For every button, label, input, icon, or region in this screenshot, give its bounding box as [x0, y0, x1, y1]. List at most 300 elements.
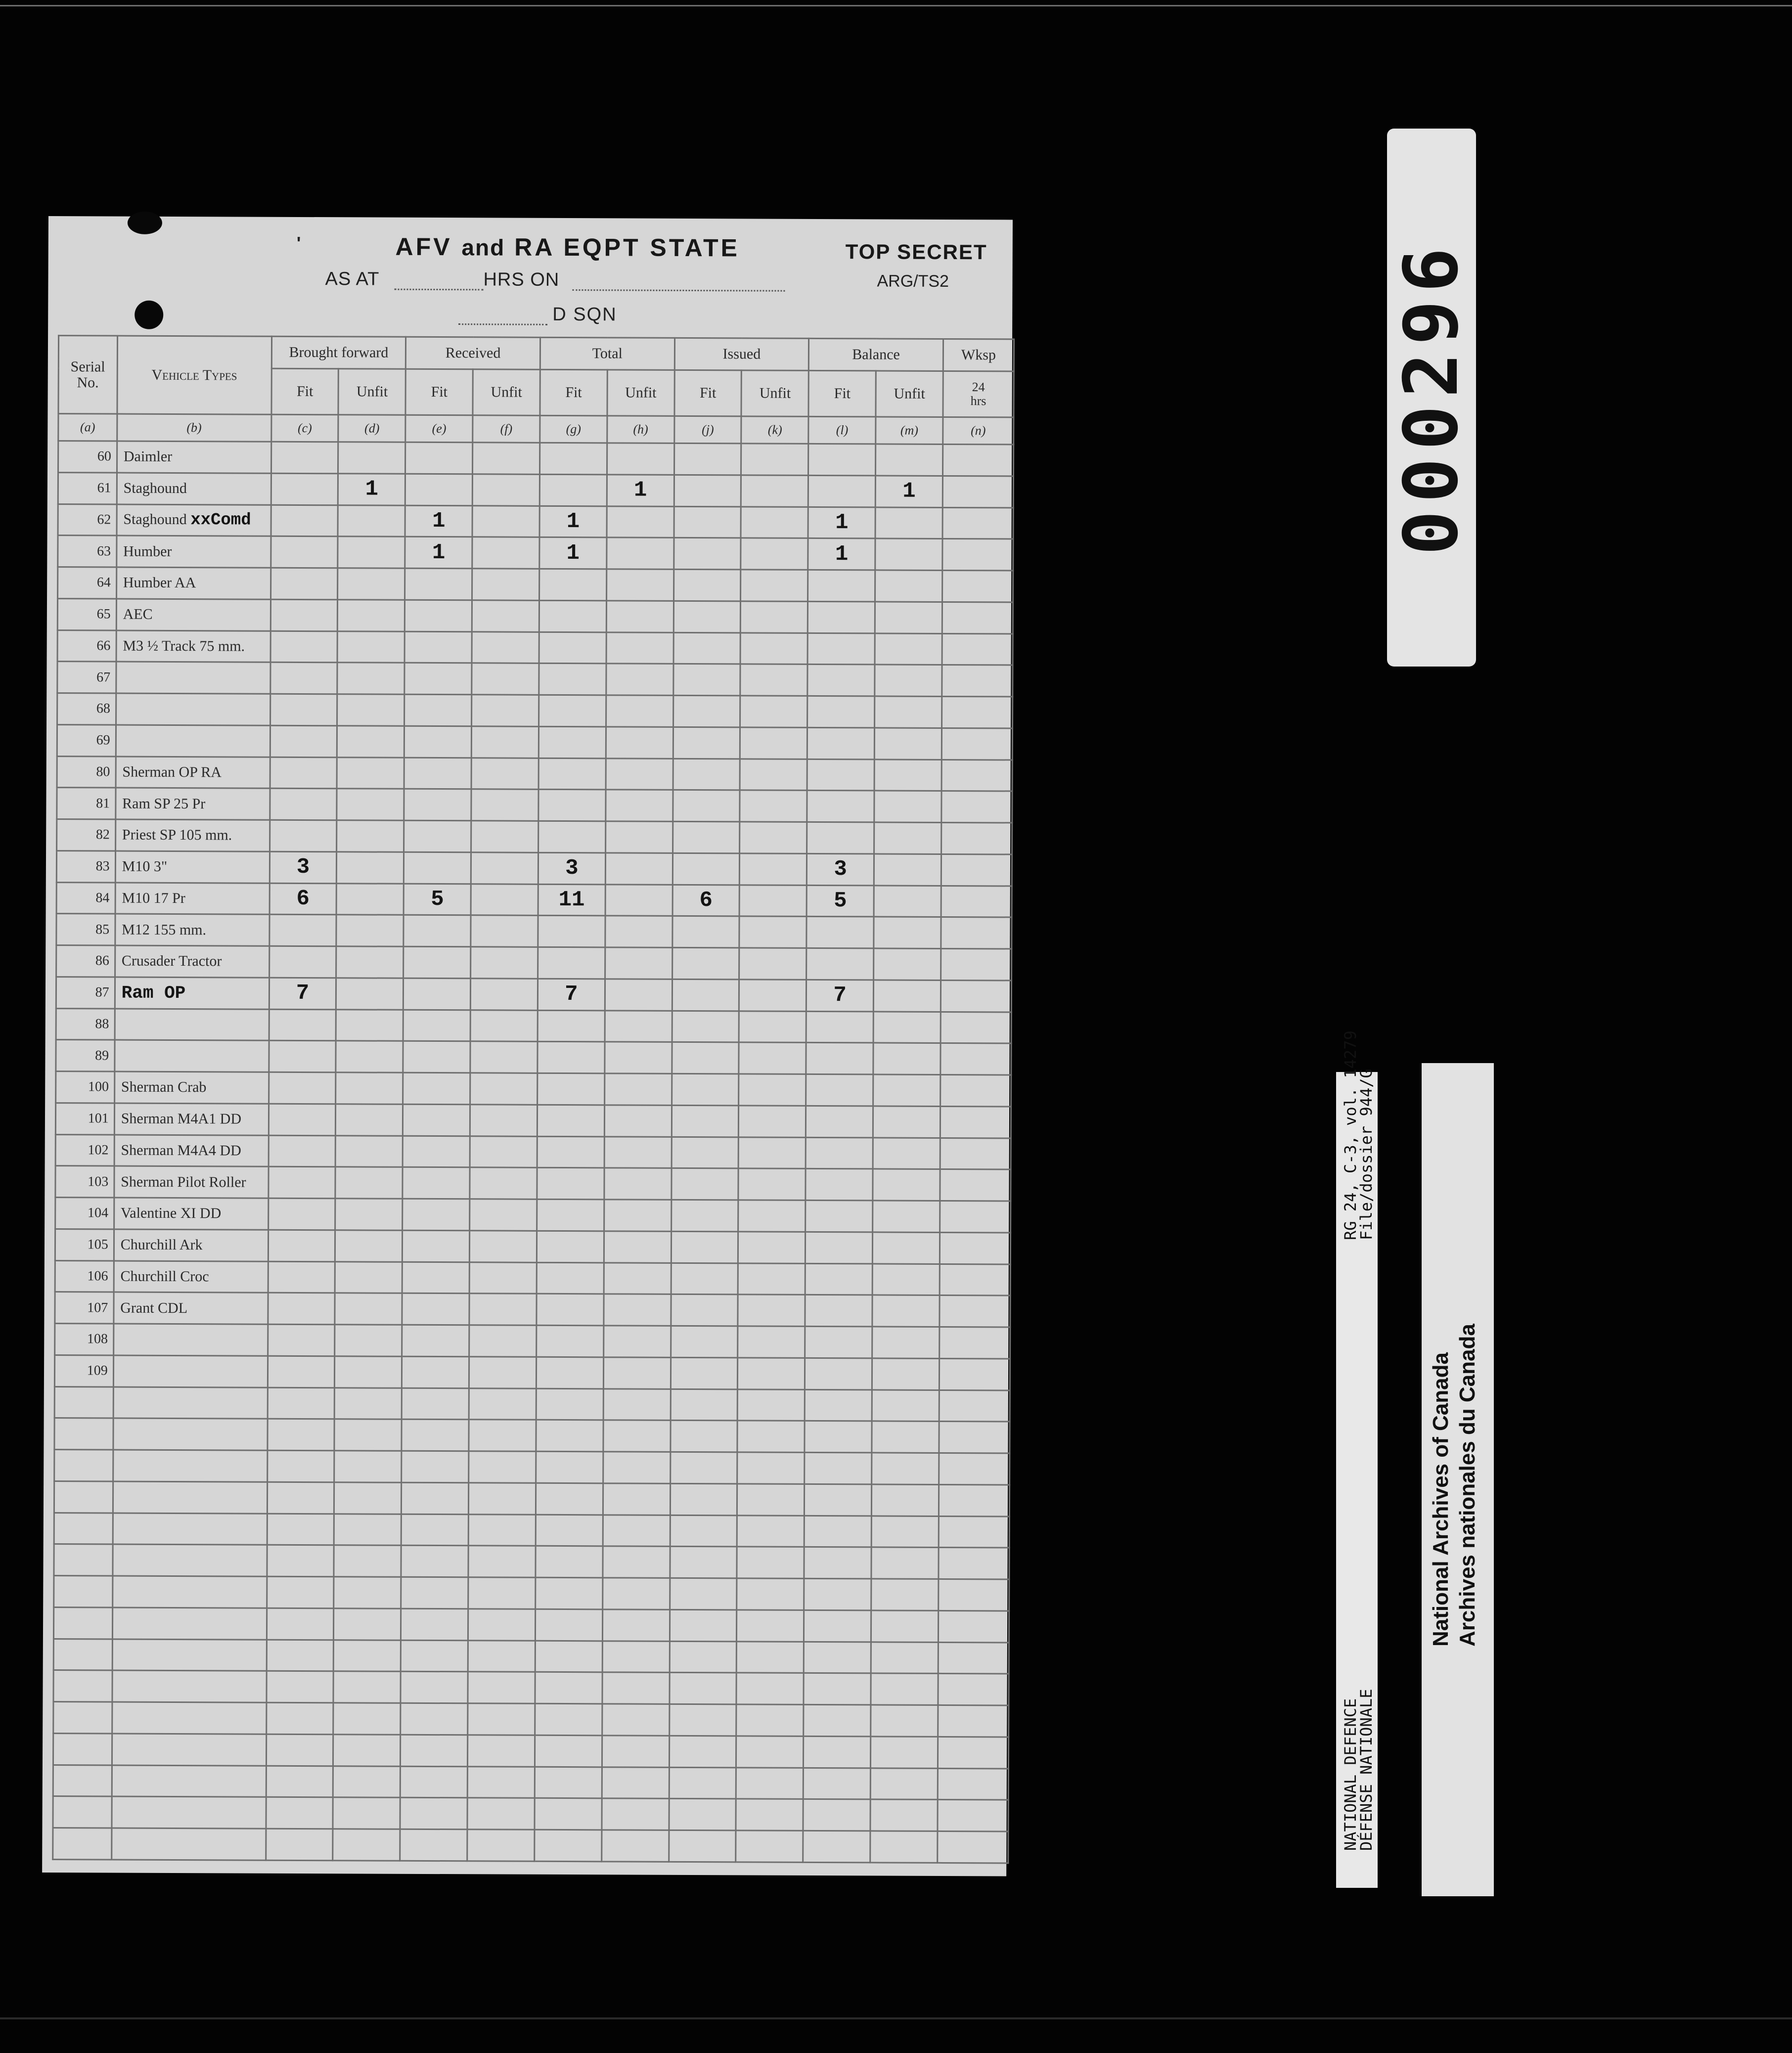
vehicle-type — [116, 788, 270, 820]
blank-cell — [737, 1452, 805, 1484]
value-cell — [470, 1041, 538, 1073]
blank-cell — [468, 1735, 535, 1767]
vehicle-type-label: Sherman Pilot Roller — [121, 1173, 246, 1191]
table-row — [55, 1229, 1010, 1264]
value-cell — [538, 726, 606, 758]
value-cell: 7 — [538, 979, 605, 1010]
blank-cell — [266, 1766, 333, 1797]
value-cell — [875, 696, 942, 728]
column-letter: (c) — [271, 414, 338, 442]
value-cell — [876, 444, 943, 476]
value-cell — [673, 759, 740, 790]
value-cell — [336, 1041, 403, 1072]
table-row — [55, 1198, 1011, 1233]
value-cell — [738, 1358, 805, 1389]
blank-cell — [402, 1388, 469, 1420]
blank-cell — [112, 1796, 266, 1829]
table-row — [58, 504, 1013, 539]
value-cell — [538, 947, 605, 979]
value-cell — [537, 1262, 604, 1294]
column-letter: (n) — [943, 417, 1014, 445]
vehicle-type — [117, 441, 271, 473]
value-cell — [337, 820, 404, 852]
value-cell — [404, 789, 471, 821]
value-cell — [738, 1294, 805, 1326]
value-cell — [942, 476, 1013, 507]
value-cell — [806, 917, 874, 948]
vehicle-type-label: Crusader Tractor — [121, 952, 222, 970]
vehicle-type-label: Grant CDL — [120, 1299, 188, 1316]
vehicle-type-label: Valentine XI DD — [120, 1205, 222, 1222]
total-header: Total — [540, 337, 674, 370]
value-cell — [738, 1263, 806, 1294]
value-cell — [336, 978, 403, 1009]
vehicle-type-label: Staghound — [123, 480, 187, 497]
serial-number: 68 — [57, 693, 116, 725]
blank-cell — [267, 1450, 334, 1482]
column-letter: (b) — [117, 414, 271, 442]
value-cell — [873, 1232, 940, 1264]
value-cell — [875, 665, 942, 696]
value-cell — [740, 885, 807, 916]
value-cell — [740, 696, 807, 727]
table-row — [57, 819, 1012, 854]
archive-dept-fr: DÉFENSE NATIONALE — [1357, 1689, 1376, 1851]
vehicle-type — [114, 1292, 268, 1324]
value-cell — [872, 1263, 940, 1295]
value-cell — [472, 631, 539, 663]
blank-cell — [872, 1389, 939, 1421]
value-cell — [335, 1230, 403, 1261]
blank-cell — [536, 1546, 603, 1578]
equipment-state-form — [42, 216, 1013, 1876]
blank-cell — [669, 1704, 736, 1736]
value-cell — [805, 1295, 872, 1327]
vehicle-type — [116, 630, 270, 663]
value-cell — [472, 474, 539, 506]
blank-cell — [535, 1609, 602, 1641]
serial-number: 65 — [57, 598, 116, 630]
blank-cell — [736, 1673, 804, 1704]
value-cell — [941, 1012, 1011, 1043]
value-cell — [941, 854, 1012, 886]
classification: TOP SECRET — [845, 240, 987, 264]
blank-cell — [872, 1484, 939, 1516]
value-cell — [875, 633, 942, 665]
blank-cell — [737, 1641, 804, 1673]
value-cell — [604, 1231, 671, 1263]
blank-cell — [535, 1767, 602, 1798]
value-cell — [470, 1231, 537, 1262]
blank-cell — [401, 1577, 468, 1608]
serial-number: 103 — [55, 1166, 114, 1198]
column-letter: (h) — [607, 416, 674, 444]
blank-cell — [536, 1515, 603, 1546]
value-cell — [338, 600, 405, 631]
blank-cell — [335, 1387, 402, 1419]
blank-cell — [603, 1546, 670, 1578]
unfit-header: Unfit — [876, 371, 943, 417]
table-row — [57, 662, 1013, 697]
blank-row — [53, 1828, 1008, 1863]
blank-cell — [402, 1451, 469, 1482]
blank-cell — [112, 1734, 266, 1766]
value-cell — [873, 1011, 941, 1043]
value-cell — [671, 1326, 738, 1357]
blank-cell — [938, 1705, 1009, 1737]
value-cell — [874, 759, 941, 791]
blank-cell — [468, 1609, 536, 1641]
value-cell — [940, 1295, 1010, 1327]
archives-institution-label — [1422, 1063, 1494, 1896]
value-cell — [472, 695, 539, 726]
blank-cell — [870, 1799, 938, 1831]
value-cell — [470, 1073, 538, 1105]
blank-cell — [266, 1702, 333, 1734]
vehicle-type-label: Churchill Croc — [120, 1268, 209, 1285]
value-cell — [471, 789, 538, 821]
value-cell — [606, 727, 673, 759]
value-cell — [537, 1294, 604, 1326]
blank-cell — [54, 1544, 113, 1576]
value-cell — [741, 538, 808, 570]
value-cell — [739, 980, 806, 1011]
squadron-field — [458, 323, 547, 325]
blank-cell — [401, 1735, 468, 1766]
value-cell — [940, 1169, 1011, 1201]
blank-cell — [670, 1609, 737, 1641]
value-cell — [941, 759, 1012, 791]
value-cell — [875, 602, 942, 633]
blank-cell — [334, 1608, 401, 1640]
value-cell — [337, 789, 404, 820]
received-header: Received — [406, 337, 540, 369]
value-cell — [741, 475, 808, 507]
value-cell — [671, 1294, 738, 1326]
value-cell — [805, 1326, 872, 1358]
title-afv: AFV — [395, 232, 452, 261]
blank-cell — [334, 1577, 401, 1608]
value-cell — [807, 822, 874, 853]
blank-cell — [804, 1610, 871, 1642]
value-cell — [268, 1261, 335, 1293]
value-cell — [605, 916, 672, 947]
table-row — [55, 1134, 1011, 1169]
blank-cell — [939, 1516, 1009, 1548]
value-cell — [604, 1200, 671, 1231]
value-cell — [269, 1072, 336, 1104]
value-cell — [875, 538, 942, 570]
serial-number: 84 — [56, 882, 115, 914]
blank-row — [53, 1607, 1009, 1642]
blank-cell — [670, 1641, 737, 1673]
value-cell — [537, 1325, 604, 1357]
vehicle-type — [116, 693, 270, 725]
blank-cell — [468, 1640, 535, 1672]
serial-number: 67 — [57, 662, 116, 693]
blank-cell — [603, 1388, 671, 1420]
value-cell — [874, 791, 941, 822]
value-cell: 1 — [808, 538, 875, 570]
value-cell — [607, 537, 674, 569]
blank-cell — [112, 1607, 267, 1640]
value-cell — [807, 633, 875, 665]
value-cell — [268, 1198, 335, 1230]
value-cell: 7 — [806, 980, 874, 1011]
value-cell — [270, 694, 337, 725]
scan-bottom-edge — [0, 2017, 1792, 2019]
value-cell — [335, 1199, 403, 1230]
value-cell — [874, 885, 941, 917]
blank-cell — [603, 1483, 670, 1515]
blank-cell — [670, 1673, 737, 1704]
value-cell — [673, 601, 741, 632]
value-cell — [874, 822, 941, 854]
value-cell — [403, 1104, 470, 1136]
value-cell — [539, 600, 606, 632]
value-cell — [941, 980, 1011, 1012]
value-cell — [538, 1042, 605, 1073]
value-cell — [470, 1167, 537, 1199]
serial-number: 105 — [55, 1229, 114, 1260]
value-cell — [674, 475, 741, 506]
value-cell: 6 — [672, 885, 740, 916]
serial-number: 108 — [55, 1324, 114, 1355]
blank-cell — [54, 1513, 113, 1544]
vehicle-type-label: M3 ½ Track 75 mm. — [123, 637, 245, 655]
blank-cell — [603, 1420, 671, 1452]
value-cell — [739, 916, 806, 948]
value-cell — [942, 665, 1013, 697]
vehicle-type-label: M10 17 Pr — [122, 890, 185, 906]
value-cell — [941, 728, 1012, 759]
blank-cell — [535, 1735, 602, 1767]
vehicle-type — [114, 1135, 269, 1167]
blank-row — [53, 1796, 1008, 1831]
blank-cell — [54, 1481, 113, 1513]
value-cell — [403, 915, 471, 947]
value-cell — [337, 726, 404, 758]
value-cell — [806, 948, 874, 980]
value-cell — [337, 883, 404, 915]
serial-number: 104 — [55, 1198, 114, 1229]
blank-cell — [535, 1798, 602, 1830]
title-ra: RA — [514, 233, 554, 261]
blank-cell — [602, 1609, 670, 1641]
value-cell — [873, 1043, 941, 1074]
table-row — [55, 1324, 1010, 1359]
blank-cell — [603, 1515, 670, 1546]
value-cell — [741, 570, 808, 601]
blank-cell — [266, 1829, 333, 1861]
fit-header: Fit — [808, 370, 876, 417]
value-cell — [473, 443, 540, 474]
value-cell — [942, 444, 1013, 476]
blank-cell — [670, 1452, 737, 1483]
blank-cell — [112, 1670, 267, 1702]
value-cell — [538, 758, 606, 790]
blank-cell — [468, 1577, 536, 1609]
vehicle-types-header: Vehicle Types — [117, 336, 272, 414]
value-cell — [941, 948, 1012, 980]
value-cell — [404, 852, 471, 884]
serial-number: 61 — [58, 472, 117, 504]
value-cell — [270, 757, 337, 789]
value-cell — [471, 947, 538, 979]
blank-cell — [401, 1703, 468, 1735]
value-cell — [404, 726, 472, 758]
value-cell — [672, 1042, 739, 1074]
value-cell — [604, 1262, 671, 1294]
blank-cell — [469, 1451, 536, 1483]
value-cell — [941, 886, 1012, 917]
blank-cell — [54, 1418, 113, 1450]
value-cell — [336, 1072, 403, 1104]
value-cell — [603, 1357, 671, 1389]
blank-row — [54, 1481, 1009, 1516]
blank-cell — [268, 1387, 335, 1419]
blank-cell — [803, 1799, 870, 1831]
value-cell: 7 — [269, 978, 336, 1009]
value-cell — [672, 1105, 739, 1137]
vehicle-type-label: Humber — [123, 543, 172, 560]
value-cell — [940, 1327, 1010, 1358]
value-cell — [874, 728, 941, 759]
blank-row — [54, 1544, 1009, 1579]
blank-cell — [669, 1736, 736, 1767]
value-cell — [874, 948, 941, 980]
blank-cell — [803, 1830, 870, 1863]
table-row — [58, 472, 1013, 507]
archive-ref-line2: File/dossier 944/G — [1357, 1069, 1376, 1240]
table-row — [55, 1103, 1011, 1138]
value-cell — [469, 1294, 537, 1325]
value-cell — [404, 663, 472, 695]
value-cell — [940, 1106, 1011, 1138]
value-cell — [738, 1168, 806, 1200]
title-eqpt-state: EQPT STATE — [563, 233, 740, 262]
blank-cell — [939, 1579, 1009, 1610]
blank-cell — [334, 1419, 402, 1451]
blank-cell — [669, 1830, 736, 1862]
value-cell — [403, 1072, 470, 1104]
blank-cell — [670, 1515, 737, 1547]
blank-cell — [333, 1734, 401, 1766]
value-cell — [671, 1231, 738, 1263]
serial-number: 69 — [57, 724, 116, 756]
blank-cell — [267, 1576, 334, 1608]
vehicle-type — [115, 851, 269, 883]
value-cell — [738, 1232, 806, 1263]
blank-cell — [670, 1547, 737, 1578]
value-cell — [604, 1105, 672, 1137]
blank-cell — [468, 1546, 536, 1577]
blank-cell — [334, 1514, 402, 1545]
blank-cell — [871, 1737, 938, 1768]
serial-number: 82 — [57, 819, 116, 851]
value-cell — [739, 1011, 806, 1042]
blank-cell — [938, 1831, 1008, 1863]
value-cell — [805, 1358, 872, 1389]
vehicle-type — [116, 599, 270, 631]
blank-cell — [467, 1798, 535, 1830]
blank-cell — [670, 1578, 737, 1609]
value-cell — [338, 568, 405, 600]
table-row — [57, 724, 1012, 759]
form-reference: ARG/TS2 — [877, 271, 949, 291]
blank-cell — [402, 1420, 469, 1451]
value-cell — [806, 1169, 873, 1201]
value-cell — [335, 1325, 402, 1356]
value-cell — [673, 727, 740, 759]
value-cell — [740, 853, 807, 885]
serial-number: 86 — [56, 945, 115, 977]
value-cell — [806, 1200, 873, 1232]
value-cell: 1 — [607, 475, 674, 506]
blank-cell — [333, 1766, 401, 1797]
vehicle-type — [115, 819, 269, 851]
column-letter: (j) — [674, 416, 741, 444]
value-cell — [874, 854, 941, 886]
vehicle-type-label: Sherman M4A1 DD — [121, 1110, 242, 1127]
value-cell — [472, 600, 539, 632]
value-cell — [338, 631, 405, 663]
blank-cell — [736, 1830, 803, 1863]
blank-cell — [805, 1452, 872, 1484]
institution-en: National Archives of Canada — [1429, 1352, 1453, 1647]
serial-number: 63 — [58, 536, 117, 567]
blank-cell — [53, 1828, 112, 1860]
hrs-on-label: HRS ON — [483, 269, 560, 290]
blank-cell — [939, 1422, 1010, 1453]
balance-header: Balance — [809, 338, 943, 371]
unfit-header: Unfit — [607, 370, 674, 416]
table-row — [56, 882, 1012, 917]
blank-cell — [54, 1450, 113, 1481]
blank-cell — [268, 1419, 335, 1450]
vehicle-type-label: M12 155 mm. — [122, 921, 207, 938]
archive-dept-en: NATIONAL DEFENCE — [1341, 1698, 1360, 1851]
blank-cell — [939, 1484, 1009, 1516]
value-cell — [404, 694, 472, 726]
blank-cell — [54, 1576, 113, 1607]
blank-cell — [267, 1640, 334, 1671]
value-cell — [538, 821, 606, 852]
value-cell — [807, 665, 875, 696]
table-row — [56, 1040, 1011, 1075]
value-cell — [607, 506, 674, 537]
blank-cell — [536, 1483, 603, 1515]
blank-cell — [266, 1797, 333, 1829]
blank-row — [53, 1765, 1008, 1800]
blank-cell — [469, 1388, 536, 1420]
serial-number: 89 — [56, 1040, 115, 1071]
value-cell — [269, 1166, 336, 1198]
value-cell — [271, 442, 338, 473]
blank-cell — [53, 1670, 112, 1702]
blank-cell — [871, 1642, 938, 1673]
table-row — [56, 1071, 1011, 1107]
table-row — [58, 567, 1013, 602]
value-cell — [336, 1135, 403, 1167]
blank-cell — [536, 1388, 603, 1420]
value-cell — [672, 979, 739, 1011]
value-cell — [873, 1201, 940, 1232]
vehicle-type-label: Daimler — [123, 448, 173, 465]
value-cell — [470, 979, 538, 1010]
value-cell — [806, 1137, 873, 1169]
value-cell — [338, 442, 405, 474]
